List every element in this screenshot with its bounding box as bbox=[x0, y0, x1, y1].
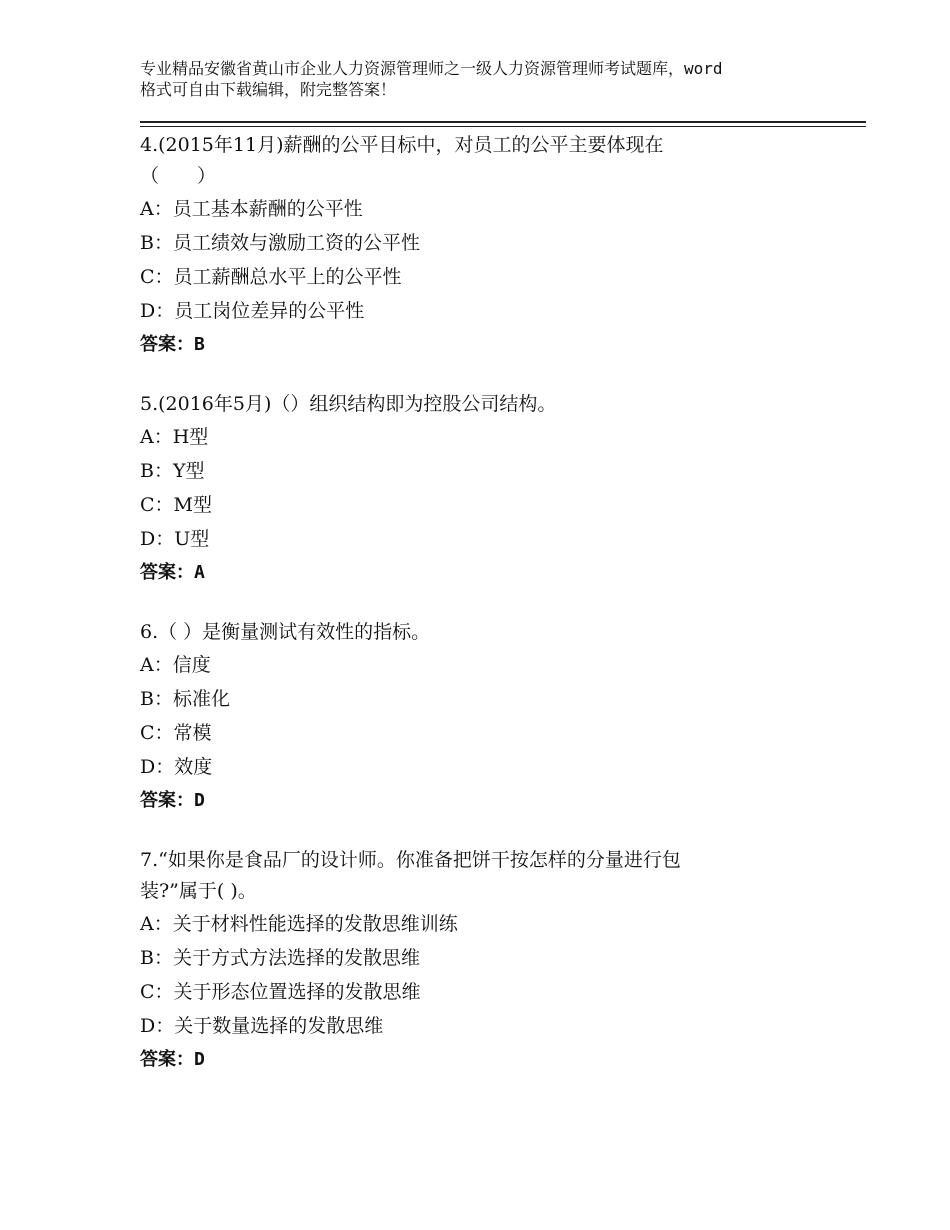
option-b: B：Y型 bbox=[140, 460, 205, 482]
option-a: A：信度 bbox=[140, 654, 211, 676]
answer-label: 答案：D bbox=[140, 1049, 205, 1070]
document-header bbox=[140, 58, 830, 100]
option-a: A：员工基本薪酬的公平性 bbox=[140, 198, 363, 220]
option-b: B：关于方式方法选择的发散思维 bbox=[140, 947, 420, 969]
option-c: C：常模 bbox=[140, 722, 212, 744]
answer-label: 答案：D bbox=[140, 790, 205, 811]
option-b: B：员工绩效与激励工资的公平性 bbox=[140, 232, 420, 254]
question-stem-line: 4.(2015年11月)薪酬的公平目标中，对员工的公平主要体现在 bbox=[140, 134, 664, 156]
option-d: D：效度 bbox=[140, 756, 213, 778]
question-stem-line: 7.“如果你是食品厂的设计师。你准备把饼干按怎样的分量进行包 bbox=[140, 849, 681, 871]
answer-label: 答案：A bbox=[140, 562, 205, 583]
question-stem-line: 装?”属于( )。 bbox=[140, 880, 257, 902]
option-b: B：标准化 bbox=[140, 688, 230, 710]
option-c: C：员工薪酬总水平上的公平性 bbox=[140, 266, 402, 288]
question-stem-line: 5.(2016年5月)（）组织结构即为控股公司结构。 bbox=[140, 393, 557, 415]
answer-label: 答案：B bbox=[140, 334, 205, 355]
option-d: D：U型 bbox=[140, 528, 210, 550]
option-d: D：员工岗位差异的公平性 bbox=[140, 300, 365, 322]
option-a: A：H型 bbox=[140, 426, 209, 448]
question-stem-line: （ ） bbox=[140, 165, 217, 187]
question-6 bbox=[140, 617, 820, 818]
header-divider-thick bbox=[140, 121, 866, 123]
question-7 bbox=[140, 845, 820, 1077]
option-d: D：关于数量选择的发散思维 bbox=[140, 1015, 384, 1037]
question-stem-line: 6.（ ）是衡量测试有效性的指标。 bbox=[140, 621, 431, 643]
option-c: C：M型 bbox=[140, 494, 212, 516]
question-5 bbox=[140, 389, 820, 590]
question-list bbox=[140, 130, 820, 1104]
header-divider-thin bbox=[140, 126, 866, 127]
header-line-2: 格式可自由下载编辑，附完整答案！ bbox=[140, 80, 397, 99]
question-4 bbox=[140, 130, 820, 362]
option-a: A：关于材料性能选择的发散思维训练 bbox=[140, 913, 458, 935]
header-line-1: 专业精品安徽省黄山市企业人力资源管理师之一级人力资源管理师考试题库，word bbox=[140, 59, 723, 78]
option-c: C：关于形态位置选择的发散思维 bbox=[140, 981, 421, 1003]
